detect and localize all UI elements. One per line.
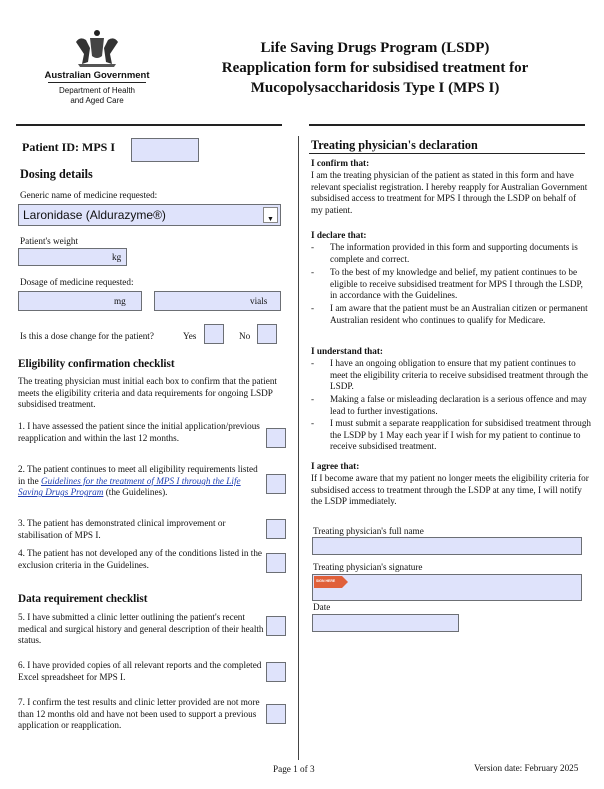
bullet-dash: - xyxy=(311,418,315,428)
physician-signature-label: Treating physician's signature xyxy=(313,562,423,572)
physician-name-input[interactable] xyxy=(312,537,582,555)
chevron-down-icon: ▼ xyxy=(267,215,274,223)
dose-change-yes-checkbox[interactable] xyxy=(204,324,224,344)
version-date: Version date: February 2025 xyxy=(474,763,579,773)
bullet-dash: - xyxy=(311,303,315,313)
eligibility-item-2-text: 2. The patient continues to meet all eligibility requirements listed in the xyxy=(18,464,258,486)
page-title-line3: Mucopolysaccharidosis Type I (MPS I) xyxy=(250,80,500,96)
date-input[interactable] xyxy=(312,614,459,632)
confirm-heading: I confirm that: xyxy=(311,158,370,168)
page-title-line1: Life Saving Drugs Program (LSDP) xyxy=(260,40,490,56)
eligibility-item-3: 3. The patient has demonstrated clinical improvement or stabilisation of MPS I. xyxy=(18,518,226,540)
data-item-7: 7. I confirm the test results and clinic letter provided are not more than 12 months old and have not been used to support a previous application or reapplication. xyxy=(18,697,260,731)
confirm-text: I am the treating physician of the patient as stated in this form and have relevant specialist registration. I hereby reapply for Australian Government subsidised access to treatment for MPS I through the LSDP on behalf of my patient. xyxy=(311,170,588,215)
eligibility-item-4: 4. The patient has not developed any of the conditions listed in the exclusion criteria in the Guidelines. xyxy=(18,548,263,570)
eligibility-checkbox-1[interactable] xyxy=(266,428,286,448)
eligibility-checkbox-3[interactable] xyxy=(266,519,286,539)
eligibility-intro: The treating physician must initial each box to confirm that the patient meets the eligibility criteria and data requirements for ongoing LSDP subsidised treatment. xyxy=(18,376,277,410)
dosage-label: Dosage of medicine requested: xyxy=(20,277,134,287)
data-checkbox-6[interactable] xyxy=(266,662,286,682)
bullet-dash: - xyxy=(311,358,315,368)
dose-change-yes-label: Yes xyxy=(183,331,197,341)
department-line2: and Aged Care xyxy=(70,96,124,105)
government-crest xyxy=(68,28,126,68)
understand-item-2: Making a false or misleading declaration is a serious offence and may lead to further investigations. xyxy=(330,394,587,416)
coat-of-arms-icon xyxy=(68,28,126,68)
dropdown-button[interactable] xyxy=(263,207,278,223)
top-rule-right xyxy=(309,124,585,126)
declare-item-3: I am aware that the patient must be an Australian citizen or permanent Australian resident who continues to qualify for Medicare. xyxy=(330,303,588,325)
data-item-5: 5. I have submitted a clinic letter outlining the patient's recent medical and surgical history and general description of their health status. xyxy=(18,612,264,646)
dosing-details-heading: Dosing details xyxy=(20,167,93,181)
declare-item-2: To the best of my knowledge and belief, my patient continues to be eligible to receive subsidised treatment for MPS I through the LSDP, in accordance with the Guidelines. xyxy=(330,267,583,301)
page-title-line2: Reapplication form for subsidised treatment for xyxy=(221,60,529,76)
medicine-select[interactable] xyxy=(18,204,281,226)
weight-label: Patient's weight xyxy=(20,236,79,246)
date-label: Date xyxy=(313,602,331,612)
data-checkbox-5[interactable] xyxy=(266,616,286,636)
guidelines-link[interactable]: Guidelines for the treatment of MPS I through the Life Saving Drugs Program xyxy=(18,475,241,498)
government-name: Australian Government xyxy=(44,70,150,81)
declaration-heading: Treating physician's declaration xyxy=(311,138,478,152)
patient-id-label: Patient ID: MPS I xyxy=(22,140,115,154)
dose-change-no-checkbox[interactable] xyxy=(257,324,277,344)
dosage-vials-input[interactable] xyxy=(154,291,281,311)
eligibility-checkbox-4[interactable] xyxy=(266,553,286,573)
header-divider xyxy=(48,82,146,83)
eligibility-checkbox-2[interactable] xyxy=(266,474,286,494)
dose-change-no-label: No xyxy=(239,331,251,341)
declare-item-1: The information provided in this form and supporting documents is complete and correct. xyxy=(330,242,578,264)
understand-item-1: I have an ongoing obligation to ensure that my patient continues to meet the eligibility criteria to receive subsidised treatment through the LSDP. xyxy=(330,358,588,392)
page-number: Page 1 of 3 xyxy=(273,764,315,774)
agree-heading: I agree that: xyxy=(311,461,360,471)
medicine-select-value: Laronidase (Aldurazyme®) xyxy=(23,208,166,222)
declare-heading: I declare that: xyxy=(311,230,367,240)
bullet-dash: - xyxy=(311,394,315,404)
bullet-dash: - xyxy=(311,267,315,277)
sign-here-text: SIGN HERE xyxy=(316,579,336,583)
data-checkbox-7[interactable] xyxy=(266,704,286,724)
patient-id-input[interactable] xyxy=(131,138,199,162)
data-requirement-heading: Data requirement checklist xyxy=(18,593,148,605)
dosage-unit-mg: mg xyxy=(114,296,126,306)
dosage-mg-input[interactable] xyxy=(18,291,142,311)
physician-name-label: Treating physician's full name xyxy=(313,526,424,536)
medicine-label: Generic name of medicine requested: xyxy=(20,190,158,200)
agree-text: If I become aware that my patient no longer meets the eligibility criteria for subsidised access to treatment through the LSDP at any time, I will notify the LSDP immediately. xyxy=(311,473,589,507)
top-rule-left xyxy=(16,124,282,126)
understand-item-3: I must submit a separate reapplication for subsidised treatment through the LSDP by 1 May each year if I wish for my patient to continue to receive subsidised treatment. xyxy=(330,418,592,452)
column-divider xyxy=(298,136,299,760)
declaration-rule xyxy=(309,153,585,154)
eligibility-heading: Eligibility confirmation checklist xyxy=(18,358,175,370)
dose-change-question: Is this a dose change for the patient? xyxy=(20,331,154,341)
eligibility-item-1: 1. I have assessed the patient since the initial application/previous reapplication and within the last 12 months. xyxy=(18,421,260,443)
dosage-unit-vials: vials xyxy=(250,296,268,306)
department-line1: Department of Health xyxy=(58,86,136,95)
data-item-6: 6. I have provided copies of all relevant reports and the completed Excel spreadsheet for MPS I. xyxy=(18,660,262,682)
weight-input[interactable] xyxy=(18,248,127,266)
guidelines-suffix: (the Guidelines). xyxy=(105,487,168,498)
eligibility-item-2 xyxy=(18,464,266,499)
bullet-dash: - xyxy=(311,242,315,252)
physician-signature-field[interactable] xyxy=(312,574,582,601)
weight-unit: kg xyxy=(112,252,122,262)
understand-heading: I understand that: xyxy=(311,346,383,356)
